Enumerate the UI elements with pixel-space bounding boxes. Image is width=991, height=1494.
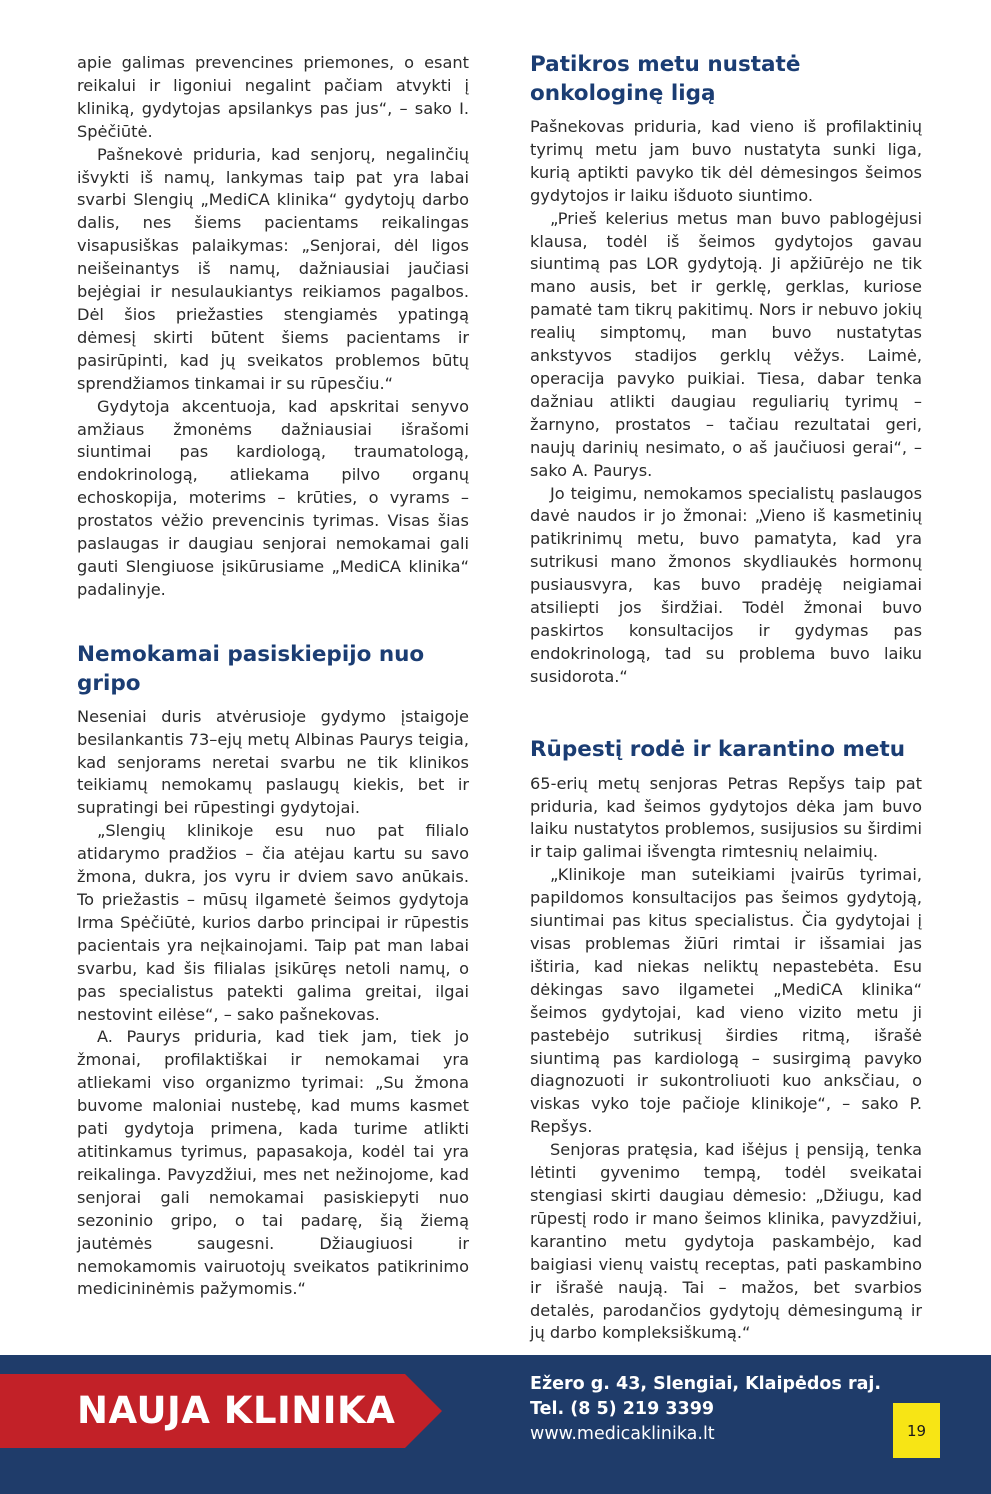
paragraph: Senjoras pratęsia, kad išėjus į pensiją, tenka lėtinti gyvenimo tempą, todėl sveikatai stengiasi skirti daugiau dėmesio: „Džiugu, kad rūpestį rodo ir mano šeimos klinika, pavyzdžiui, karantino metu gydytoja paskambėjo, kad baigiasi vienų vaistų receptas, pati paskambino ir išrašė naują. Tai – mažos, bet svarbios detalės, parodančios gydytojų dėmesingumą ir jų darbo kompleksiškumą.“: [530, 1140, 922, 1343]
paragraph: 65-erių metų senjoras Petras Repšys taip pat priduria, kad šeimos gydytojos dėka jam buvo laiku nustatytos problemos, susijusios su širdimi ir taip galimai išvengta rimtesnių nelaimių.: [530, 773, 922, 862]
paragraph: „Klinikoje man suteikiami įvairūs tyrimai, papildomos konsultacijos pas šeimos gydytoją, siuntimai pas kitus specialistus. Čia gydytojai į visas problemas žiūri rimtai ir išsamiai jas ištiria, kad niekas neliktų nepastebėta. Esu dėkingas savo ilgametei „MediCA klinika“ šeimos gydytojai, kad vieno vizito metu ji pastebėjo sutrikusį širdies ritmą, išrašė siuntimą pas kardiologą – susirgimą pavyko diagnozuoti ir sukontroliuoti kuo anksčiau, o viskas vyko toje pačioje klinikoje“, – sako P. Repšys.: [530, 865, 922, 1137]
paragraph: apie galimas prevencines priemones, o esant reikalui ir ligoniui negalint pačiam atvykti į kliniką, gydytojas apsilankys pas jus“, – sako I. Spėčiūtė.: [77, 53, 469, 141]
left-column: [77, 52, 469, 1301]
paragraph: Neseniai duris atvėrusioje gydymo įstaigoje besilankantis 73–ejų metų Albinas Paurys teigia, kad senjorams neretai svarbu ne tik klinikos teikiamų nemokamų paslaugų kiekis, bet ir supratingi bei rūpestingi gydytojai.: [77, 706, 469, 818]
section-heading-flu: Nemokamai pasiskiepijo nuo gripo: [77, 641, 425, 696]
page-number: 19: [893, 1403, 940, 1458]
right-column: [530, 50, 922, 1345]
paragraph: Pašnekovė priduria, kad senjorų, negalinčių išvykti iš namų, lankymas taip pat yra labai svarbi Slengių „MediCA klinika“ gydytojų darbo dalis, nes šiems pacientams reikalingas visapusiškas palaikymas: „Senjorai, dėl ligos neišeinantys iš namų, dažniausiai jaučiasi bejėgiai ir nesulaukiantys reikiamos pagalbos. Dėl šios priežasties stengiamės ypatingą dėmesį skirti būtent šiems pacientams ir pasirūpinti, kad jų sveikatos problemos būtų sprendžiamos tinkamai ir su rūpesčiu.“: [77, 144, 469, 393]
paragraph: Jo teigimu, nemokamos specialistų paslaugos davė naudos ir jo žmonai: „Vieno iš kasmetinių patikrinimų metu, buvo pamatyta, kad yra sutrikusi mano žmonos skydliaukės hormonų pusiausvyra, kas buvo pradėję neigiamai atsiliepti jos širdžiai. Todėl žmonai buvo paskirtos konsultacijos ir gydymas pas endokrinologą, tad su problema buvo laiku susidorota.“: [530, 483, 922, 686]
paragraph: Gydytoja akcentuoja, kad apskritai senyvo amžiaus žmonėms dažniausiai išrašomi siuntimai pas kardiologą, traumatologą, endokrinologą, atliekama pilvo organų echoskopija, moterims – krūties, o vyrams – prostatos vėžio prevencinis tyrimas. Visas šias paslaugas ir daugiau senjorai nemokamai gali gauti Slengiuose įsikūrusiame „MediCA klinika“ padalinyje.: [77, 396, 469, 599]
section-heading-quarantine: Rūpestį rodė ir karantino metu: [530, 736, 906, 762]
paragraph: A. Paurys priduria, kad tiek jam, tiek jo žmonai, profilaktiškai ir nemokamai yra atliekami viso organizmo tyrimai: „Su žmona buvome maloniai nustebę, kad mums kasmet pati gydytoja primena, kada turime atlikti atitinkamus tyrimus, papasakoja, kodėl tai yra reikalinga. Pavyzdžiui, mes net nežinojome, kad senjorai gali nemokamai pasiskiepyti nuo sezoninio gripo, o tai padarę, šią žiemą jautėmės saugesni. Džiaugiuosi ir nemokamomis vairuotojų sveikatos patikrinimo medicininėmis pažymomis.“: [77, 1027, 469, 1299]
paragraph: „Slengių klinikoje esu nuo pat filialo atidarymo pradžios – čia atėjau kartu su savo žmona, dukra, jos vyru ir dviem savo anūkais. To priežastis – mūsų ilgametė šeimos gydytoja Irma Spėčiūtė, kurios darbo principai ir rūpestis pacientais yra neįkainojami. Taip pat man labai svarbu, kad šis filialas įsikūręs netoli namų, o pas specialistus patekti galima greitai, ilgai nestovint eilėse“, – sako pašnekovas.: [77, 821, 469, 1024]
phone: Tel. (8 5) 219 3399: [530, 1399, 715, 1419]
section-heading-oncology: Patikros metu nustatė onkologinę ligą: [530, 52, 801, 106]
contact-info: [530, 1372, 881, 1447]
paragraph: „Prieš kelerius metus man buvo pablogėjusi klausa, todėl iš šeimos gydytojos gavau siuntimą pas LOR gydytoją. Ji apžiūrėjo ne tik mano ausis, bet ir gerklę, gerklas, kuriose pamatė tam tikrų pakitimų. Nors ir nebuvo jokių realių simptomų, man buvo nustatytas ankstyvos stadijos gerklų vėžys. Laimė, operacija pavyko puikiai. Tiesa, dabar tenka dažniau atlikti daugiau reguliarių tyrimų – žarnyno, prostatos – tačiau rezultatai geri, naujų darinių nesimato, o aš jaučiuosi gerai“, – sako A. Paurys.: [530, 208, 922, 480]
paragraph: Pašnekovas priduria, kad vieno iš profilaktinių tyrimų metu jam buvo nustatyta sunki liga, kurią aptikti pavyko tik dėl dėmesingos šeimos gydytojos ir laiku išduoto siuntimo.: [530, 117, 922, 205]
banner-title: NAUJA KLINIKA: [77, 1389, 396, 1432]
address: Ežero g. 43, Slengiai, Klaipėdos raj.: [530, 1374, 882, 1394]
website-link[interactable]: www.medicaklinika.lt: [530, 1424, 715, 1444]
